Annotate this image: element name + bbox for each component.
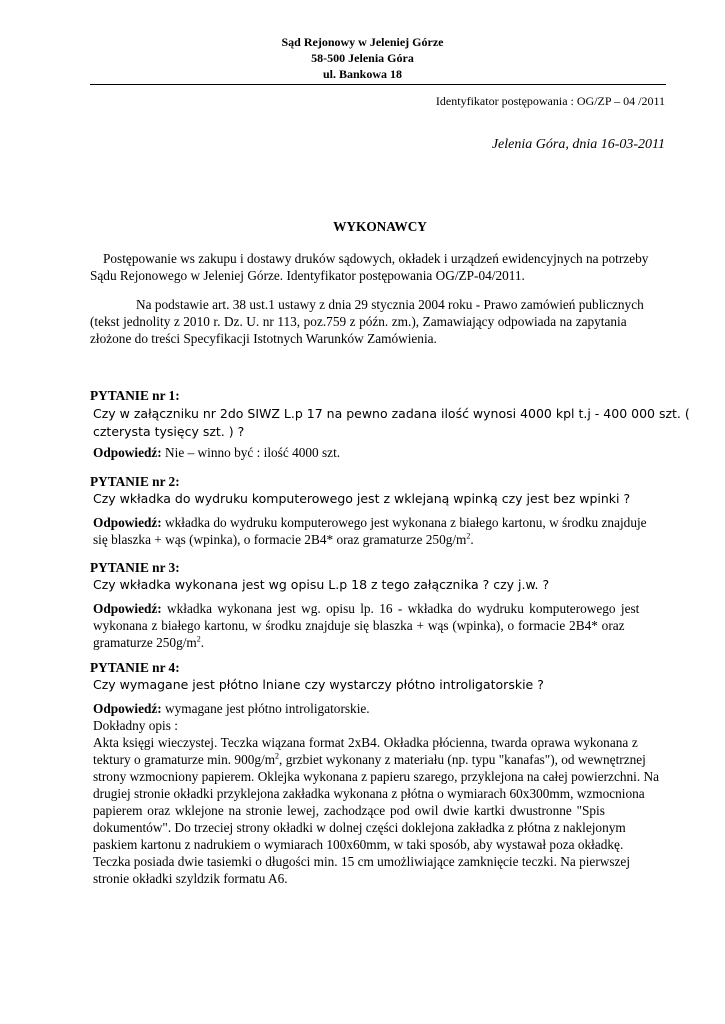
question-line: Czy w załączniku nr 2do SIWZ L.p 17 na pewno zadana ilość wynosi 4000 kpl t.j - 400 000 szt. ( (93, 406, 690, 421)
answer-line: wykonana z białego kartonu, w środku znajduje się blaszka + wąs (wpinka), o formacie 2B4* oraz (93, 618, 625, 633)
detail-line: stronie okładki szyldzik formatu A6. (93, 871, 288, 886)
answer-line (93, 600, 668, 617)
superscript: 2 (196, 634, 201, 644)
answer-label: Odpowiedź: (93, 445, 162, 460)
question-2-label: PYTANIE nr 2: (90, 474, 180, 489)
detail-line: dokumentów". Do trzeciej strony okładki w dolnej części doklejona zakładka z płótna z naklejonym (93, 820, 626, 835)
answer-text: gramaturze 250g/m (93, 635, 197, 650)
question-line: czterysta tysięcy szt. ) ? (93, 424, 245, 439)
answer-text: wymagane jest płótno introligatorskie. (161, 701, 370, 716)
answer-line (93, 634, 668, 651)
detail-line: drugiej stronie okładki przyklejona zakładka wykonana z płótna o wymiarach 60x300mm, wzmocniona (93, 786, 645, 801)
question-3-text: Czy wkładka wykonana jest wg opisu L.p 18 z tego załącznika ? czy j.w. ? (93, 577, 550, 592)
place-date: Jelenia Góra, dnia 16-03-2011 (491, 137, 665, 152)
answer-1 (93, 444, 671, 461)
court-postal-city: 58-500 Jelenia Góra (311, 51, 414, 65)
answer-label: Odpowiedź: (93, 601, 162, 616)
answer-text: Nie – winno być : ilość 4000 szt. (161, 445, 341, 460)
superscript: 2 (466, 531, 471, 541)
answer-line (93, 700, 668, 717)
detail-heading: Dokładny opis : (93, 718, 178, 733)
intro-line: Sądu Rejonowego w Jeleniej Górze. Identyfikator postępowania OG/ZP-04/2011. (90, 268, 525, 283)
question-1-text (93, 405, 690, 441)
intro-line: Postępowanie ws zakupu i dostawy druków sądowych, okładek i urządzeń ewidencyjnych na potrzeby (103, 251, 649, 266)
question-4-text: Czy wymagane jest płótno lniane czy wystarczy płótno introligatorskie ? (93, 677, 544, 692)
detail-line: strony wzmocniony papierem. Oklejka wykonana z papieru szarego, przyklejona na całej powierzchni. Na (93, 769, 660, 784)
court-street: ul. Bankowa 18 (322, 67, 403, 81)
answer-text: się blaszka + wąs (wpinka), o formacie 2B4* oraz gramaturze 250g/m (93, 532, 467, 547)
detail-line (93, 751, 668, 768)
answer-label: Odpowiedź: (93, 515, 162, 530)
superscript: 2 (275, 751, 280, 761)
question-1-label: PYTANIE nr 1: (90, 388, 180, 403)
answer-text: . (200, 635, 205, 650)
legal-basis-paragraph (90, 296, 668, 347)
detail-line: Teczka posiada dwie tasiemki o długości min. 15 cm umożliwiające zamknięcie teczki. Na pierwszej (93, 854, 631, 869)
answer-2 (93, 514, 668, 548)
legal-line: złożone do treści Specyfikacji Istotnych Warunków Zamówienia. (90, 331, 437, 346)
question-2-text: Czy wkładka do wydruku komputerowego jest z wklejaną wpinką czy jest bez wpinki ? (93, 491, 631, 506)
answer-text: . (470, 532, 474, 547)
legal-line: (tekst jednolity z 2010 r. Dz. U. nr 113, poz.759 z późn. zm.), Zamawiający odpowiada na zapytania (90, 314, 627, 329)
detail-text: , grzbiet wykonany z materiału (np. typu "kanafas"), od wewnętrznej (279, 752, 646, 767)
answer-3 (93, 600, 668, 651)
detail-line: Akta księgi wieczystej. Teczka wiązana format 2xB4. Okładka płócienna, twarda oprawa wykonana z (93, 735, 638, 750)
answer-line (93, 514, 668, 531)
detail-text: tektury o gramaturze min. 900g/m (93, 752, 276, 767)
answer-line (93, 531, 668, 548)
intro-paragraph (90, 250, 668, 284)
answer-label: Odpowiedź: (93, 701, 162, 716)
question-4-label: PYTANIE nr 4: (90, 660, 180, 675)
court-name: Sąd Rejonowy w Jeleniej Górze (281, 35, 444, 49)
detail-line: papierem oraz wklejone na stronie lewej, zachodzące pod owil dwie kartki dwustronne "Spis (93, 803, 605, 818)
heading-wykonawcy: WYKONAWCY (333, 219, 427, 234)
answer-4 (93, 700, 668, 887)
header-divider (90, 84, 666, 85)
question-3-label: PYTANIE nr 3: (90, 560, 180, 575)
answer-text: wkładka do wydruku komputerowego jest wykonana z białego kartonu, w środku znajduje (161, 515, 647, 530)
detail-line: paskiem kartonu z nadrukiem o wymiarach 100x60mm, w taki sposób, aby wystawał poza okładkę. (93, 837, 624, 852)
procedure-identifier: Identyfikator postępowania : OG/ZP – 04 /2011 (435, 94, 665, 108)
legal-line: Na podstawie art. 38 ust.1 ustawy z dnia 29 stycznia 2004 roku - Prawo zamówień publicznych (136, 297, 644, 312)
answer-text: wkładka wykonana jest wg. opisu lp. 16 - wkładka do wydruku komputerowego jest (161, 601, 640, 616)
